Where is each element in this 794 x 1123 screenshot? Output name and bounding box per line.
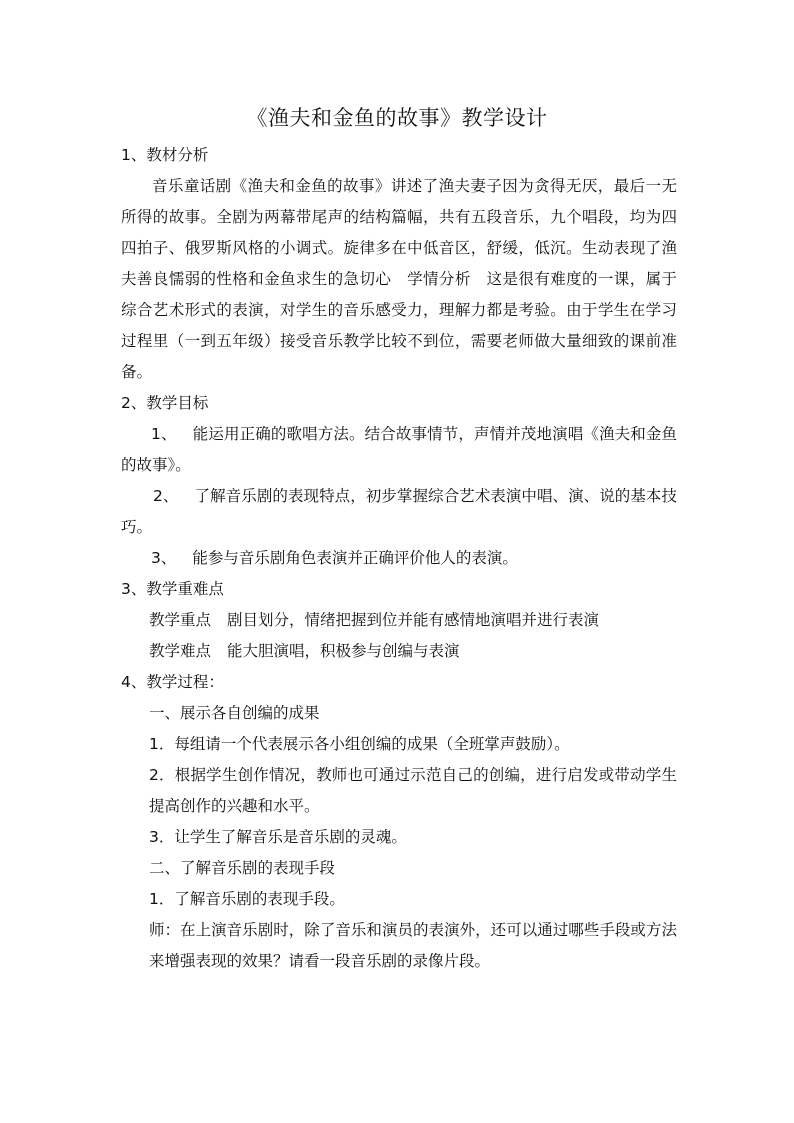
goal-number-3: 3、: [151, 549, 177, 567]
difficulty-label: 教学难点: [149, 642, 212, 660]
key-point-label: 教学重点: [149, 611, 212, 629]
key-point-text: 剧目划分，情绪把握到位并能有感情地演唱并进行表演: [227, 611, 600, 629]
process-part-2-title: 二、了解音乐剧的表现手段: [149, 859, 336, 877]
process-part-1-item-3: 3．让学生了解音乐是音乐剧的灵魂。: [149, 828, 407, 846]
difficulty-row: [121, 636, 677, 667]
goal-number-2: 2、: [153, 487, 179, 505]
process-part-2-item-2: 师：在上演音乐剧时，除了音乐和演员的表演外，还可以通过哪些手段或方法来增强表现的效果？请看一段音乐剧的录像片段。: [149, 921, 677, 970]
goal-item-1: [121, 419, 677, 481]
section-heading-goals: 2、教学目标: [121, 394, 209, 412]
document-title: 《渔夫和金鱼的故事》教学设计: [246, 106, 548, 130]
document-body: [121, 140, 677, 977]
goal-text-3: 能参与音乐剧角色表演并正确评价他人的表演。: [192, 549, 518, 567]
section-heading-process: 4、教学过程：: [121, 673, 224, 691]
section-heading-key-points: 3、教学重难点: [121, 580, 224, 598]
process-part-1-item-1: 1．每组请一个代表展示各小组创编的成果（全班掌声鼓励）。: [149, 735, 570, 753]
process-part-2-item-1: 1．了解音乐剧的表现手段。: [149, 890, 345, 908]
difficulty-text: 能大胆演唱，积极参与创编与表演: [227, 642, 460, 660]
goal-item-3: [121, 543, 677, 574]
goal-text-1: 能运用正确的歌唱方法。结合故事情节，声情并茂地演唱《渔夫和金鱼的故事》。: [121, 425, 677, 474]
key-point-row: [121, 605, 677, 636]
goal-text-2: 了解音乐剧的表现特点，初步掌握综合艺术表演中唱、演、说的基本技巧。: [121, 487, 677, 536]
goal-number-1: 1、: [151, 425, 177, 443]
section-heading-analysis: 1、教材分析: [121, 146, 209, 164]
process-part-1-item-2: 2．根据学生创作情况，教师也可通过示范自己的创编，进行启发或带动学生提高创作的兴趣和水平。: [149, 766, 677, 815]
goal-item-2: [121, 481, 677, 543]
process-part-1-title: 一、展示各自创编的成果: [149, 704, 320, 722]
analysis-paragraph: 音乐童话剧《渔夫和金鱼的故事》讲述了渔夫妻子因为贪得无厌，最后一无所得的故事。全剧为两幕带尾声的结构篇幅，共有五段音乐，九个唱段，均为四四拍子、俄罗斯风格的小调式。旋律多在中低音区，舒缓，低沉。生动表现了渔夫善良懦弱的性格和金鱼求生的急切心 学情分析 这是很有难度的一课，属于综合艺术形式的表演，对学生的音乐感受力，理解力都是考验。由于学生在学习过程里（一到五年级）接受音乐教学比较不到位，需要老师做大量细致的课前准备。: [121, 177, 677, 381]
